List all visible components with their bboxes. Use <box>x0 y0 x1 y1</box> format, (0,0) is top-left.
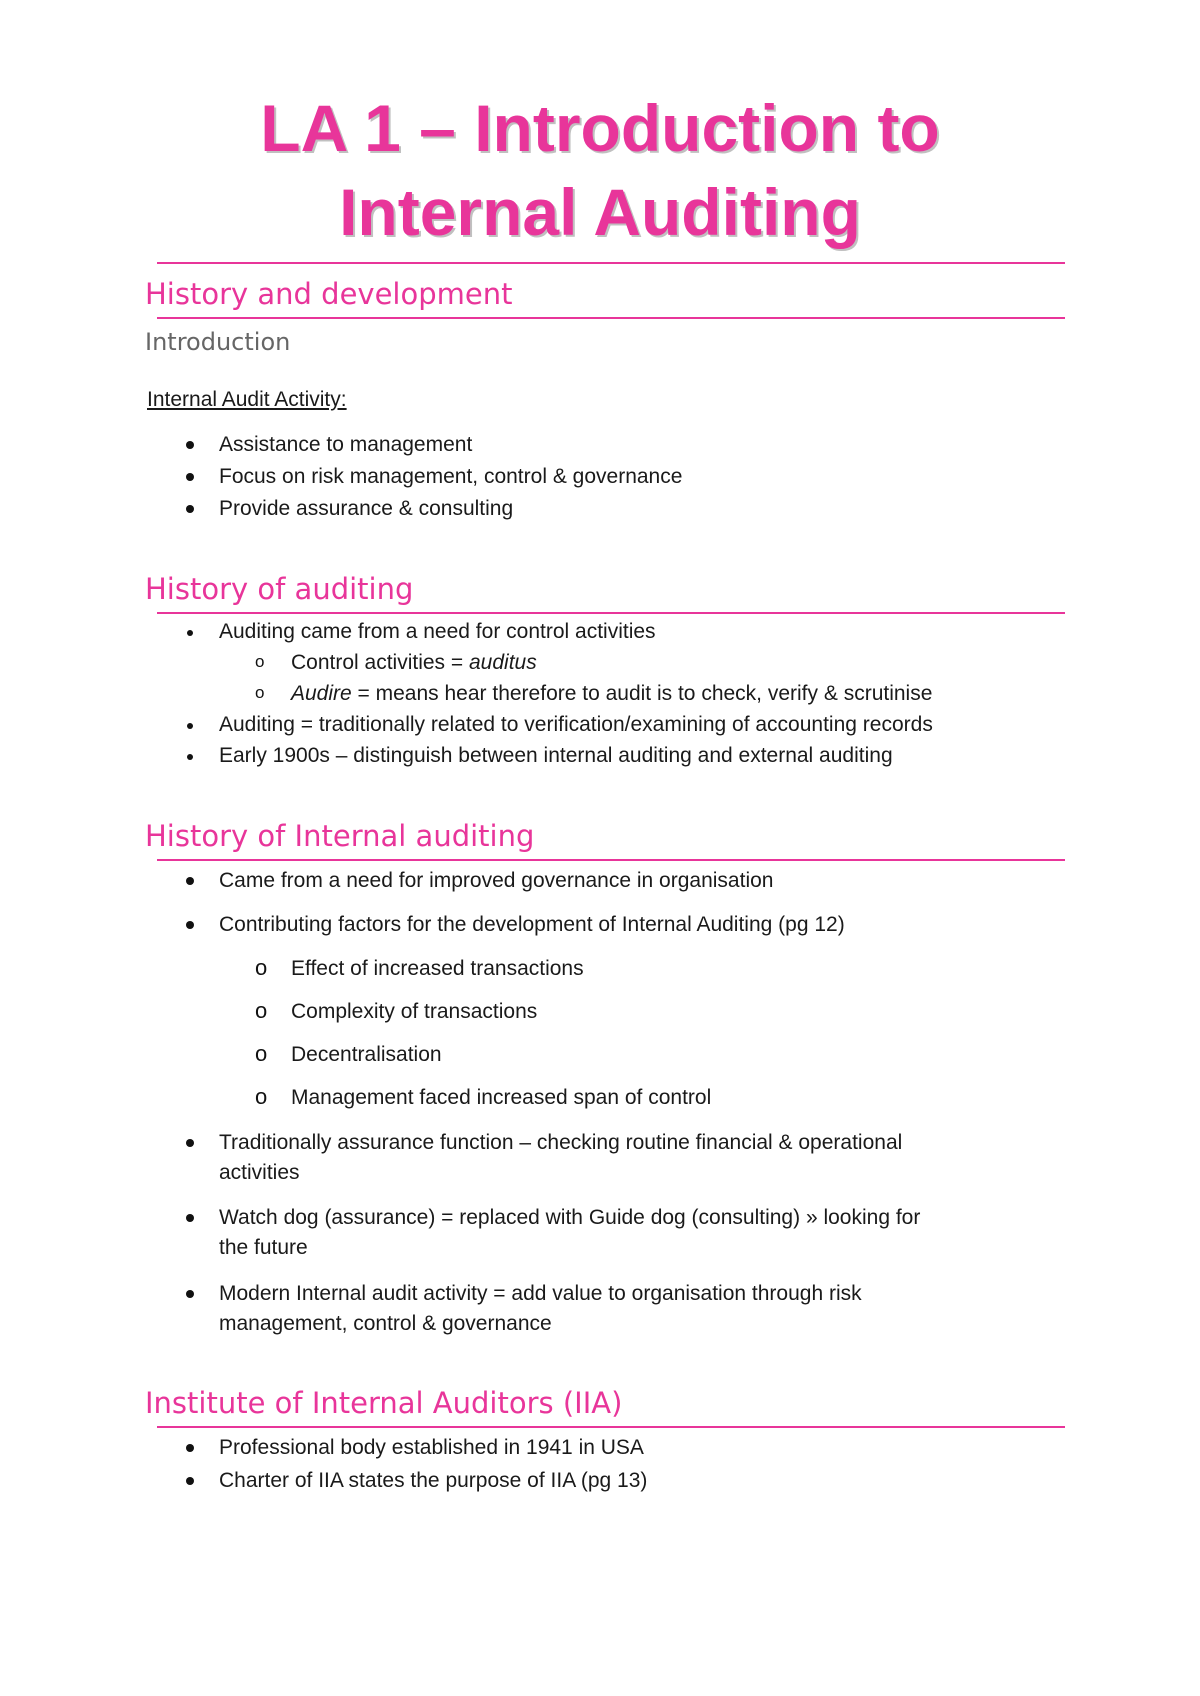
list-item-text: Provide assurance & consulting <box>219 497 514 520</box>
list-item-text-line-1: Traditionally assurance function – checking routine financial & operational <box>219 1131 903 1154</box>
heading-rule <box>157 1426 1065 1428</box>
list-item <box>0 462 1200 492</box>
list-item-continuation <box>0 1158 1200 1188</box>
list-item-text-line-2: activities <box>219 1161 300 1184</box>
heading-rule <box>157 612 1065 614</box>
bullet-icon <box>186 1444 194 1452</box>
bullet-icon <box>186 505 194 513</box>
title-line-2: Internal Auditing <box>339 175 861 249</box>
list-item-text-line-1: Watch dog (assurance) = replaced with Guide dog (consulting) » looking for <box>219 1206 921 1229</box>
bullet-icon <box>186 877 194 885</box>
list-item <box>0 1433 1200 1463</box>
heading-history-auditing: History of auditing <box>145 572 414 606</box>
bullet-icon <box>186 1214 194 1222</box>
heading-rule <box>157 859 1065 861</box>
list-item <box>0 1279 1200 1309</box>
heading-iia: Institute of Internal Auditors (IIA) <box>145 1386 623 1420</box>
bullet-icon <box>186 441 194 449</box>
bullet-icon <box>187 754 193 760</box>
sub-list-item-text: Decentralisation <box>291 1043 442 1066</box>
sub-list-item <box>0 997 1200 1027</box>
list-item-text: Early 1900s – distinguish between internal auditing and external auditing <box>219 744 893 767</box>
list-item-text-line-2: management, control & governance <box>219 1312 552 1335</box>
bullet-icon <box>186 1290 194 1298</box>
bullet-icon <box>186 473 194 481</box>
list-item <box>0 1466 1200 1496</box>
title-rule <box>157 262 1065 264</box>
sub-list-item-text: Effect of increased transactions <box>291 957 584 980</box>
list-item-text: Focus on risk management, control & governance <box>219 465 683 488</box>
bullet-icon <box>186 921 194 929</box>
list-item <box>0 1203 1200 1233</box>
subheading-introduction: Introduction <box>145 328 291 356</box>
heading-history-internal-auditing: History of Internal auditing <box>145 819 535 853</box>
list-item <box>0 741 1200 771</box>
list-item-text: Auditing = traditionally related to verification/examining of accounting records <box>219 713 933 736</box>
list-item <box>0 494 1200 524</box>
sub-list-item-text: Complexity of transactions <box>291 1000 538 1023</box>
list-item-text: Professional body established in 1941 in USA <box>219 1436 644 1459</box>
sub-list-item <box>0 1040 1200 1070</box>
sub-bullet-icon: o <box>255 1084 268 1109</box>
list-item <box>0 430 1200 460</box>
sub-list-item <box>0 679 1200 709</box>
italic-term: auditus <box>469 651 537 674</box>
bullet-icon <box>187 630 193 636</box>
list-item-text-line-2: the future <box>219 1236 308 1259</box>
list-item-text: Contributing factors for the development of Internal Auditing (pg 12) <box>219 913 845 936</box>
list-item <box>0 910 1200 940</box>
list-item-continuation <box>0 1309 1200 1339</box>
sub-list-item-text <box>291 648 537 678</box>
list-item <box>0 866 1200 896</box>
sub-bullet-icon: o <box>255 955 268 980</box>
sub-bullet-icon: o <box>255 1041 268 1066</box>
list-item <box>0 710 1200 740</box>
sub-list-item <box>0 648 1200 678</box>
list-item-text-line-1: Modern Internal audit activity = add value to organisation through risk <box>219 1282 862 1305</box>
sub-bullet-icon: o <box>255 998 268 1023</box>
sub-bullet-icon: o <box>255 652 265 671</box>
list-item <box>0 617 1200 647</box>
sub-list-item <box>0 1083 1200 1113</box>
list-item-text: Auditing came from a need for control activities <box>219 620 656 643</box>
list-item-text: Charter of IIA states the purpose of IIA (pg 13) <box>219 1469 648 1492</box>
title-line-1: LA 1 – Introduction to <box>260 91 940 165</box>
sub-list-item-text <box>291 679 932 709</box>
label-internal-audit-activity: Internal Audit Activity: <box>147 388 347 411</box>
sub-text: Control activities = <box>291 651 469 674</box>
italic-term: Audire <box>291 682 352 705</box>
heading-rule <box>157 317 1065 319</box>
sub-text: = means hear therefore to audit is to check, verify & scrutinise <box>351 682 933 705</box>
bullet-icon <box>186 1477 194 1485</box>
sub-list-item-text: Management faced increased span of control <box>291 1086 712 1109</box>
sub-list-item <box>0 954 1200 984</box>
bullet-icon <box>187 723 193 729</box>
bullet-icon <box>186 1139 194 1147</box>
list-item-text: Came from a need for improved governance in organisation <box>219 869 774 892</box>
sub-bullet-icon: o <box>255 683 265 702</box>
page-title <box>0 86 1200 254</box>
heading-history-development: History and development <box>145 277 513 311</box>
list-item-continuation <box>0 1233 1200 1263</box>
list-item <box>0 1128 1200 1158</box>
list-item-text: Assistance to management <box>219 433 473 456</box>
